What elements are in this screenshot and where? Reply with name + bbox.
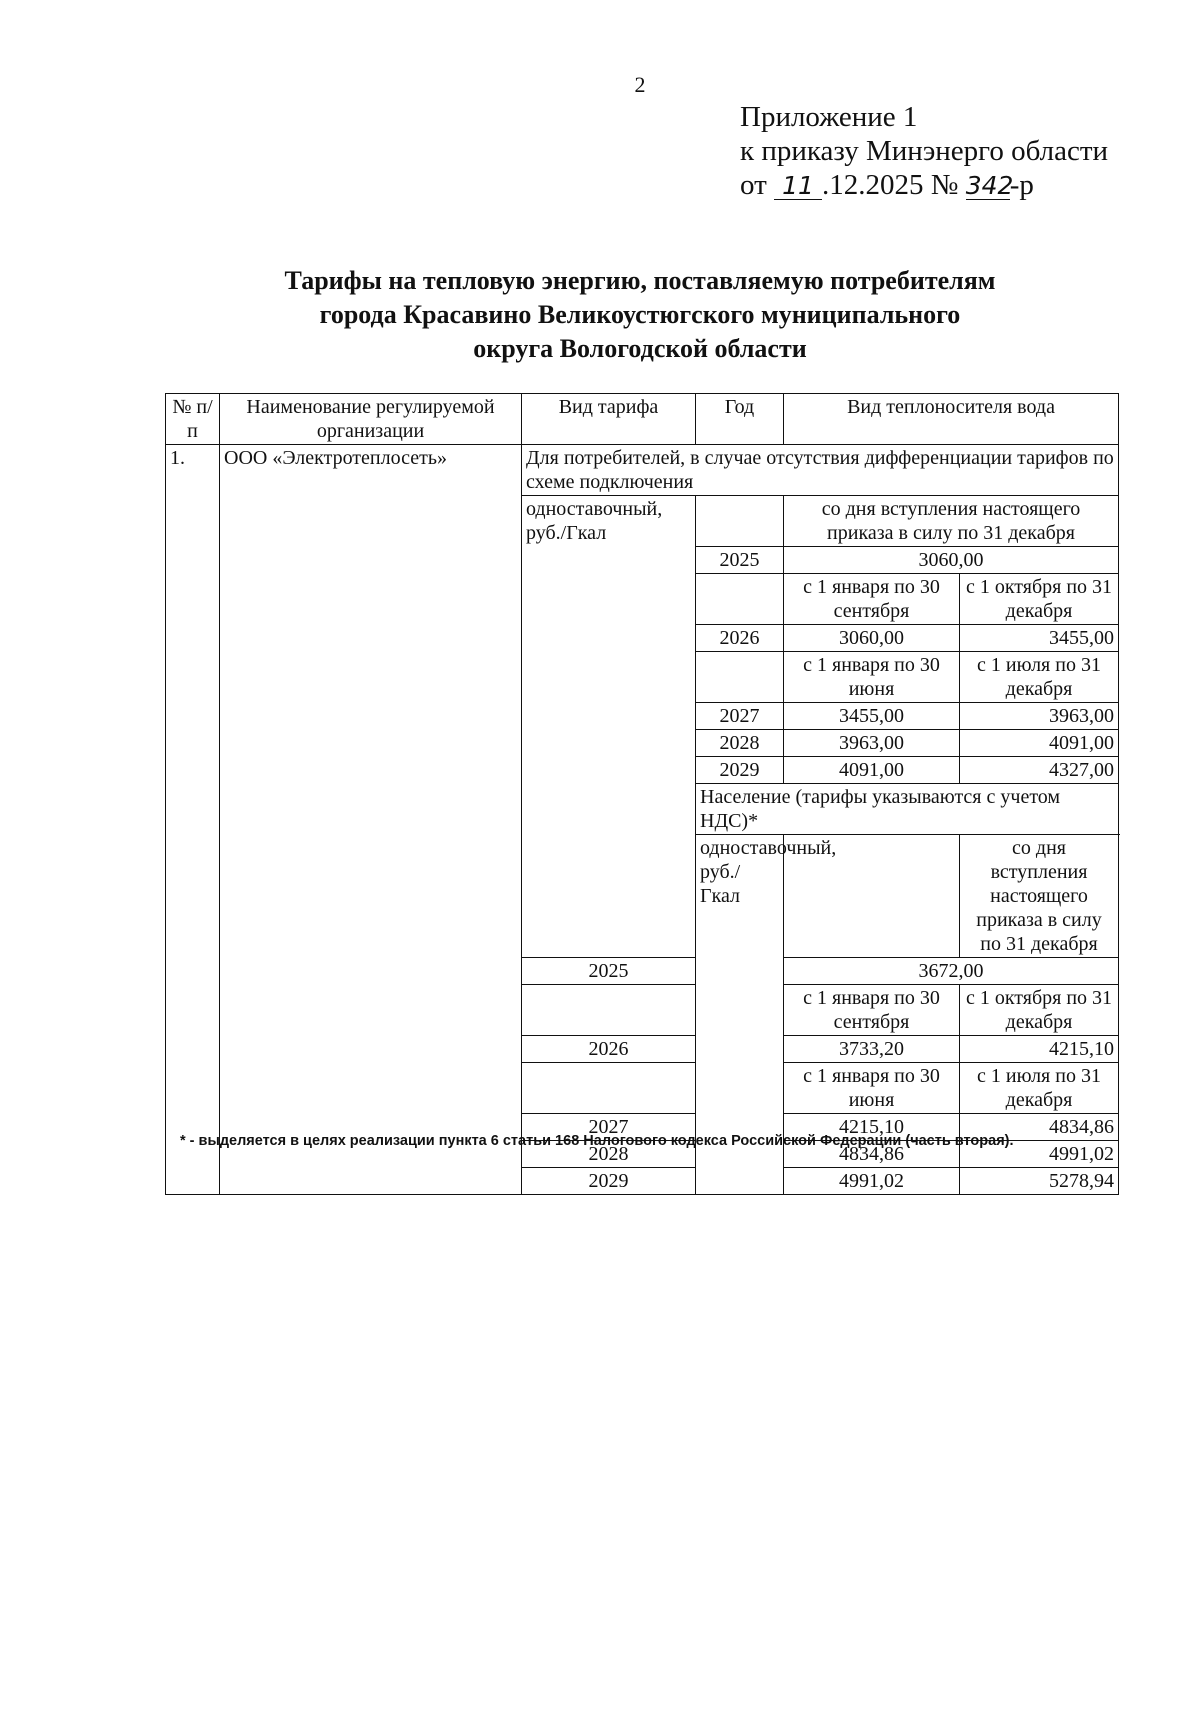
handwritten-day: 11 bbox=[774, 173, 822, 200]
table-header-row bbox=[166, 394, 1119, 445]
value-cell: 3455,00 bbox=[960, 625, 1119, 652]
year-cell: 2026 bbox=[696, 625, 784, 652]
value-cell: 4215,10 bbox=[784, 1114, 960, 1141]
year-cell: 2029 bbox=[522, 1168, 696, 1195]
value-cell: 4991,02 bbox=[960, 1141, 1119, 1168]
title-line2: города Красавино Великоустюгского муниципального bbox=[319, 300, 961, 329]
tariffs-table bbox=[165, 393, 1119, 1195]
date-prefix: от bbox=[740, 169, 767, 201]
year-cell bbox=[696, 652, 784, 703]
title-line1: Тарифы на тепловую энергию, поставляемую потребителям bbox=[284, 266, 996, 295]
period-cell: с 1 октября по 31 декабря bbox=[960, 985, 1119, 1036]
year-cell bbox=[696, 574, 784, 625]
value-cell: 4215,10 bbox=[960, 1036, 1119, 1063]
header-tariff-type: Вид тарифа bbox=[522, 394, 696, 445]
appendix-header bbox=[740, 100, 1108, 202]
year-cell: 2028 bbox=[696, 730, 784, 757]
value-cell: 3060,00 bbox=[784, 547, 1119, 574]
appendix-line2: к приказу Минэнерго области bbox=[740, 135, 1109, 167]
header-carrier: Вид теплоносителя вода bbox=[784, 394, 1119, 445]
tariff-type: одноставочный, руб./Гкал bbox=[522, 496, 696, 958]
appendix-date-line bbox=[740, 168, 1108, 202]
value-cell: 4834,86 bbox=[960, 1114, 1119, 1141]
period-cell: со дня вступления настоящего приказа в силу по 31 декабря bbox=[784, 496, 1119, 547]
year-cell: 2026 bbox=[522, 1036, 696, 1063]
document-title bbox=[150, 264, 1130, 366]
value-cell: 4991,02 bbox=[784, 1168, 960, 1195]
period-cell: с 1 июля по 31 декабря bbox=[960, 652, 1119, 703]
organization-name: ООО «Электротеплосеть» bbox=[220, 445, 522, 1195]
year-cell bbox=[696, 496, 784, 547]
section-label: Для потребителей, в случае отсутствия дифференциации тарифов по схеме подключения bbox=[522, 445, 1119, 496]
year-cell: 2029 bbox=[696, 757, 784, 784]
year-cell: 2027 bbox=[696, 703, 784, 730]
year-cell bbox=[522, 1063, 696, 1114]
year-cell bbox=[522, 985, 696, 1036]
year-cell: 2025 bbox=[522, 958, 696, 985]
header-org: Наименование регулируемой организации bbox=[220, 394, 522, 445]
tariff-type: одноставочный, руб./Гкал bbox=[696, 835, 784, 1195]
section-label: Население (тарифы указываются с учетом НДС)* bbox=[696, 784, 1119, 835]
value-cell: 4834,86 bbox=[784, 1141, 960, 1168]
header-year: Год bbox=[696, 394, 784, 445]
page-number: 2 bbox=[634, 72, 646, 97]
handwritten-order-number: 342 bbox=[965, 171, 1014, 200]
value-cell: 5278,94 bbox=[960, 1168, 1119, 1195]
value-cell: 4091,00 bbox=[960, 730, 1119, 757]
value-cell: 4327,00 bbox=[960, 757, 1119, 784]
value-cell: 4091,00 bbox=[784, 757, 960, 784]
value-cell: 3963,00 bbox=[960, 703, 1119, 730]
period-cell: с 1 июля по 31 декабря bbox=[960, 1063, 1119, 1114]
row-number: 1. bbox=[166, 445, 220, 1195]
value-cell: 3672,00 bbox=[784, 958, 1119, 985]
appendix-line1: Приложение 1 bbox=[740, 101, 918, 133]
value-cell: 3060,00 bbox=[784, 625, 960, 652]
period-cell: с 1 января по 30 сентября bbox=[784, 574, 960, 625]
date-rest: .12.2025 № bbox=[822, 169, 959, 201]
year-cell: 2028 bbox=[522, 1141, 696, 1168]
value-cell: 3733,20 bbox=[784, 1036, 960, 1063]
year-cell: 2025 bbox=[696, 547, 784, 574]
footnote: * - выделяется в целях реализации пункта 6 статьи 168 Налогового кодекса Российской Федерации (часть вторая). bbox=[180, 1133, 1014, 1149]
year-cell: 2027 bbox=[522, 1114, 696, 1141]
value-cell: 3963,00 bbox=[784, 730, 960, 757]
header-num: № п/п bbox=[166, 394, 220, 445]
period-cell: с 1 января по 30 июня bbox=[784, 1063, 960, 1114]
table-row bbox=[166, 445, 1119, 496]
value-cell: 3455,00 bbox=[784, 703, 960, 730]
period-cell: с 1 января по 30 июня bbox=[784, 652, 960, 703]
title-line3: округа Вологодской области bbox=[473, 334, 807, 363]
period-cell: с 1 января по 30 сентября bbox=[784, 985, 960, 1036]
order-suffix: -р bbox=[1009, 169, 1034, 201]
period-cell: с 1 октября по 31 декабря bbox=[960, 574, 1119, 625]
period-cell: со дня вступления настоящего приказа в силу по 31 декабря bbox=[960, 835, 1119, 958]
